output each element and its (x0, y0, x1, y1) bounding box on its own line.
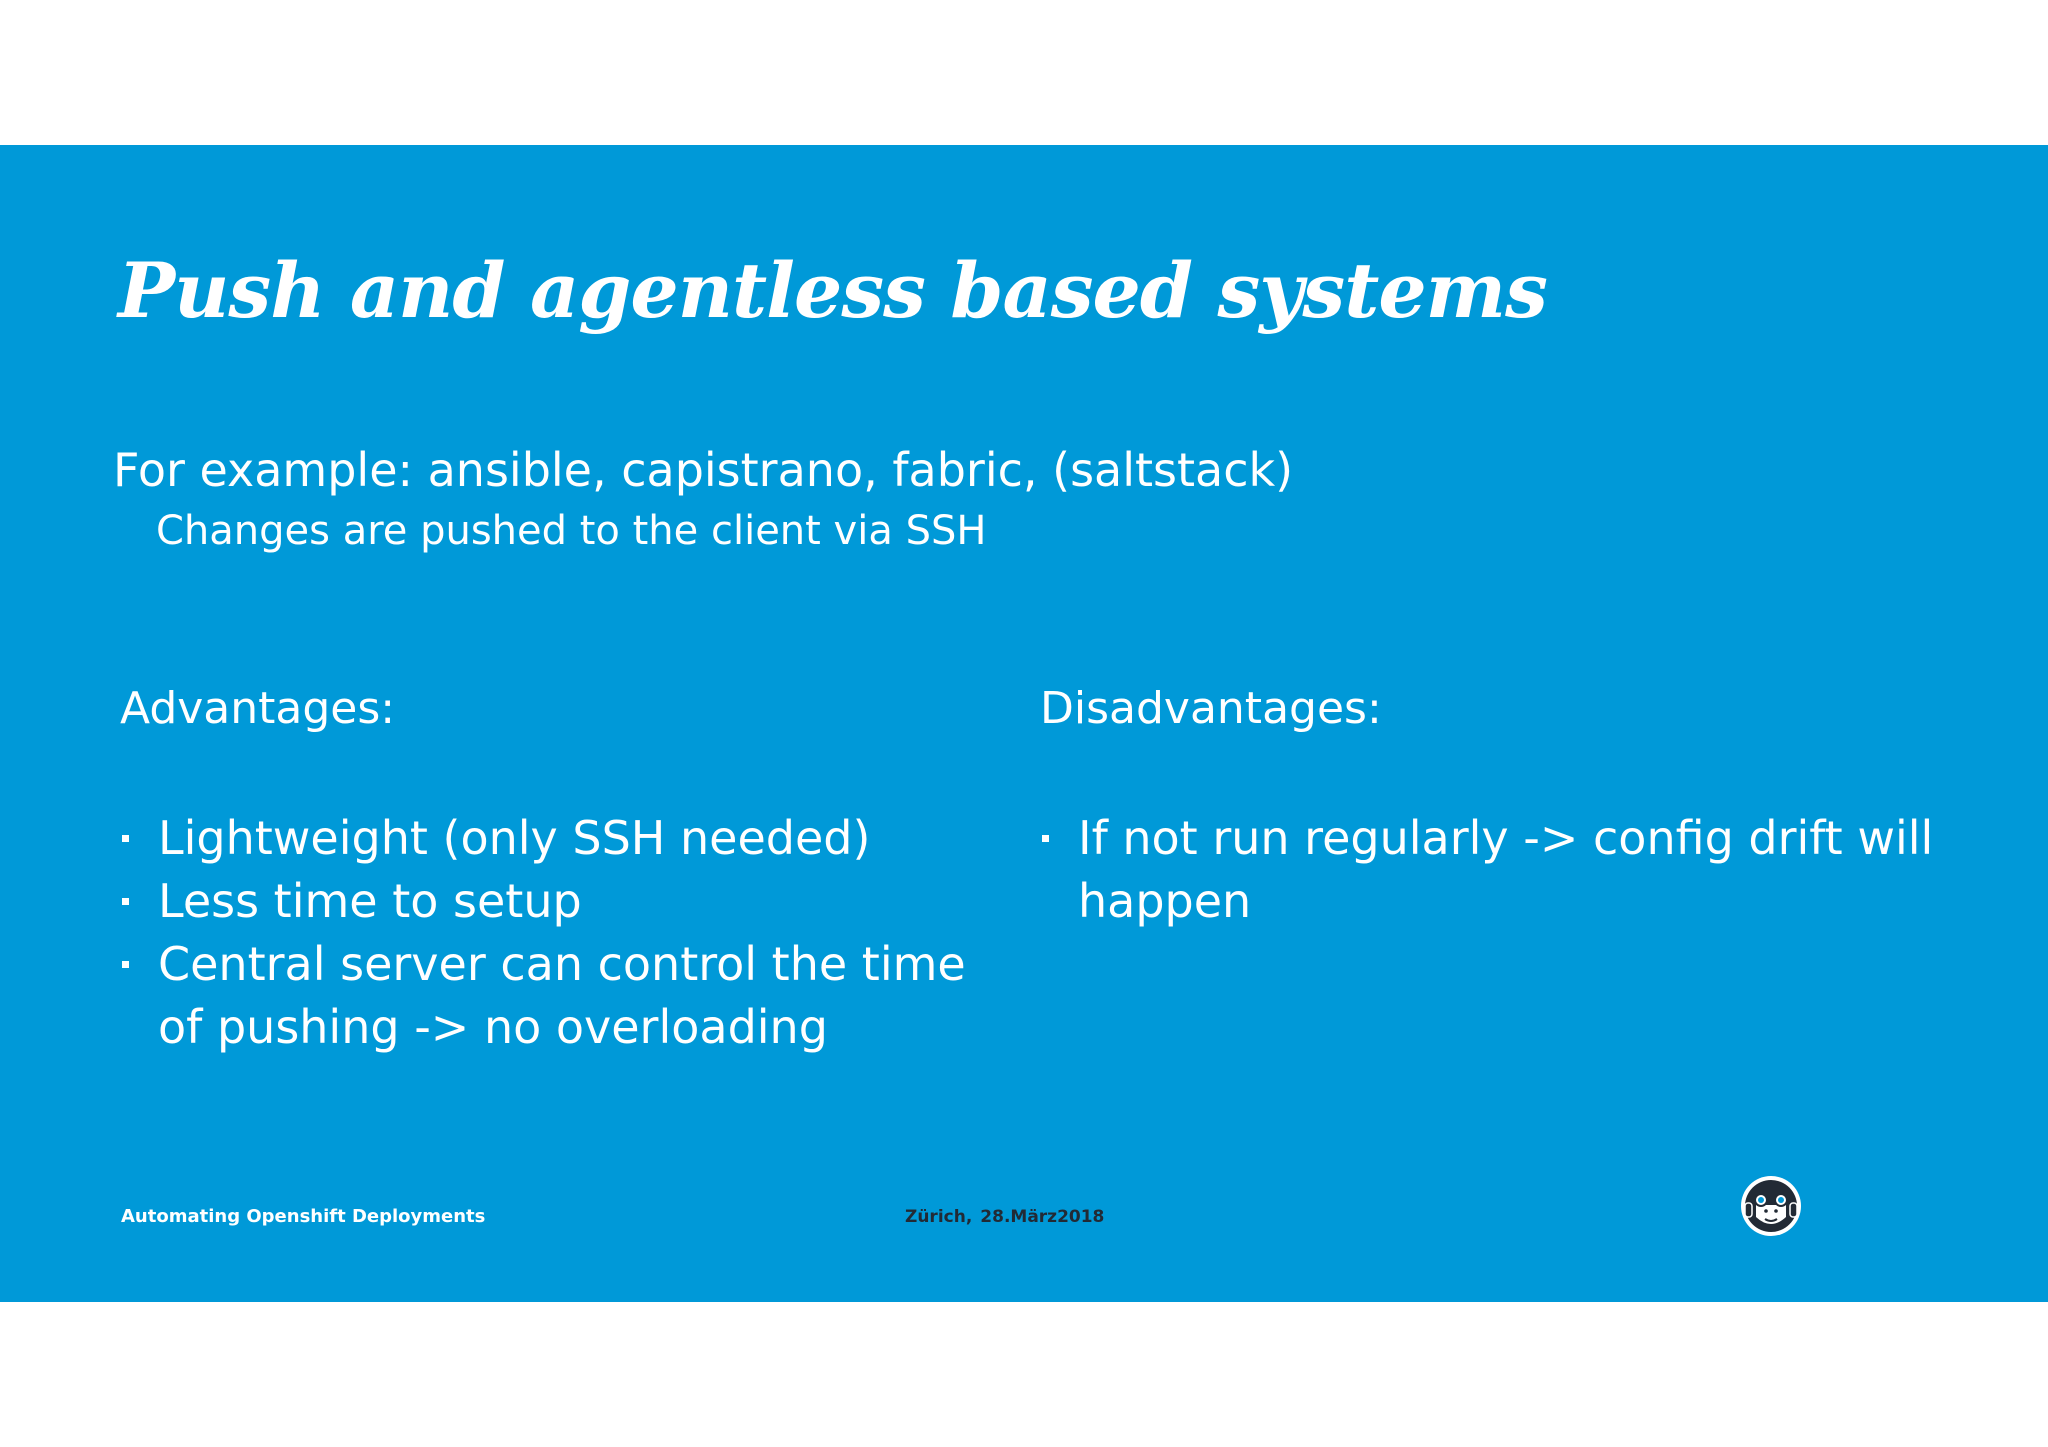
list-item-text: Less time to setup (158, 874, 582, 928)
disadvantages-list (1040, 807, 1940, 933)
list-item (1040, 807, 1940, 933)
list-item (120, 807, 980, 870)
list-item-text: If not run regularly -> config drift will happen (1078, 811, 1934, 928)
list-item (120, 933, 980, 1059)
bullet-icon (122, 835, 129, 842)
footer-location-date (905, 1207, 1104, 1227)
bullet-icon (1042, 835, 1049, 842)
footer-presentation-title: Automating Openshift Deployments (121, 1206, 486, 1227)
list-item (120, 870, 980, 933)
list-item-text: Lightweight (only SSH needed) (158, 811, 871, 865)
advantages-heading: Advantages: (120, 683, 396, 734)
footer-location: Zürich, (905, 1207, 973, 1227)
footer-date: 28.März2018 (980, 1207, 1105, 1227)
disadvantages-heading: Disadvantages: (1040, 683, 1382, 734)
slide (0, 145, 2048, 1302)
bullet-icon (122, 898, 129, 905)
slide-title: Push and agentless based systems (118, 246, 1547, 335)
pilot-mascot-icon (1740, 1173, 1802, 1239)
advantages-list (120, 807, 980, 1059)
intro-text: For example: ansible, capistrano, fabric, (saltstack) (113, 443, 1294, 497)
bullet-icon (122, 961, 129, 968)
intro-subtext: Changes are pushed to the client via SSH (156, 508, 987, 554)
list-item-text: Central server can control the time of pushing -> no overloading (158, 937, 966, 1054)
